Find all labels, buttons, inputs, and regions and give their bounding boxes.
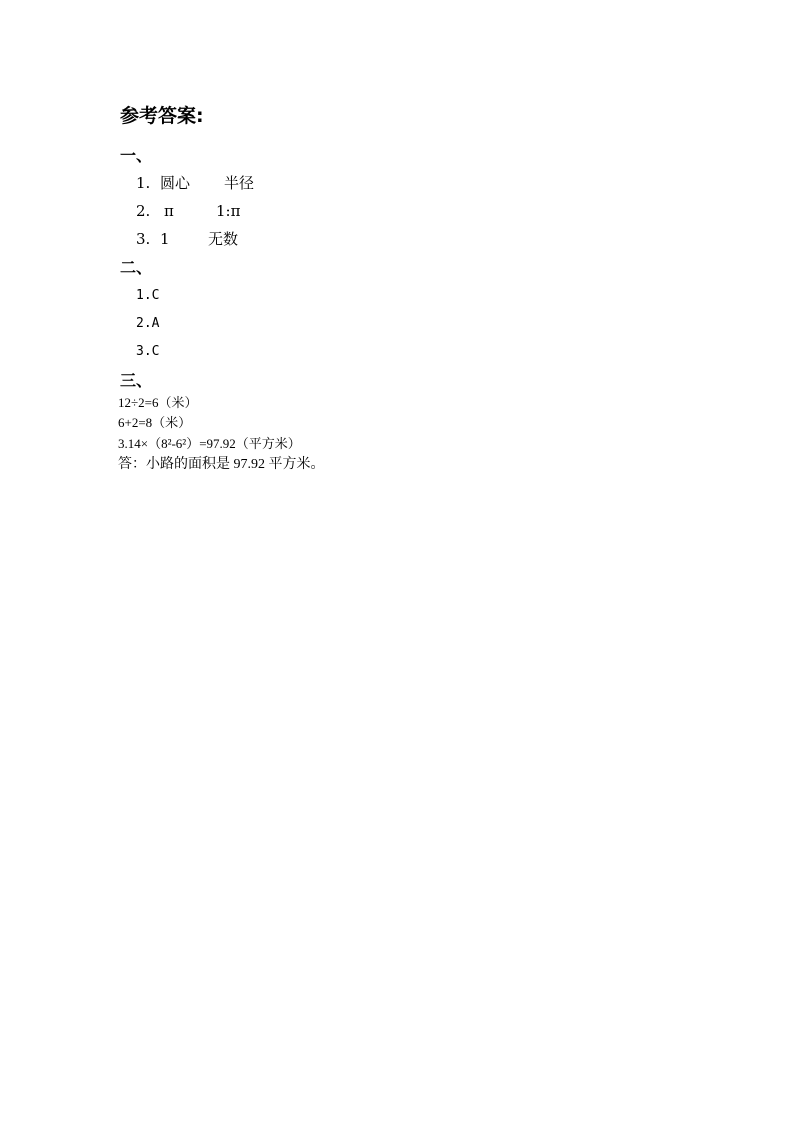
page-title: 参考答案:: [120, 105, 204, 127]
final-answer-line: 答：小路的面积是 97.92 平方米。: [118, 457, 325, 472]
answer-item-2-1: 1.C: [136, 288, 160, 303]
item-number: 2.: [136, 202, 151, 220]
section-heading-1: 一、: [120, 146, 153, 165]
answer-value: 1: [160, 230, 170, 248]
section-heading-2: 二、: [120, 258, 153, 277]
section-heading-3: 三、: [120, 371, 153, 390]
item-number: 3.: [136, 230, 151, 248]
answer-item-2-3: 3.C: [136, 344, 160, 359]
calculation-line-2: 6+2=8（米）: [118, 415, 192, 430]
answer-item-1-2: [136, 201, 241, 221]
answer-value: 1:π: [216, 202, 241, 220]
answer-item-2-2: 2.A: [136, 316, 160, 331]
item-number: 1.: [136, 174, 151, 192]
answer-value: π: [164, 202, 174, 220]
answer-value: 圆心: [160, 174, 191, 192]
answer-item-1-3: [136, 229, 239, 249]
answer-value: 半径: [224, 174, 255, 192]
answer-value: 无数: [208, 230, 239, 248]
calculation-line-1: 12÷2=6（米）: [118, 395, 198, 410]
calculation-line-3: 3.14×（8²-6²）=97.92（平方米）: [118, 436, 301, 451]
answer-item-1-1: [136, 173, 255, 193]
